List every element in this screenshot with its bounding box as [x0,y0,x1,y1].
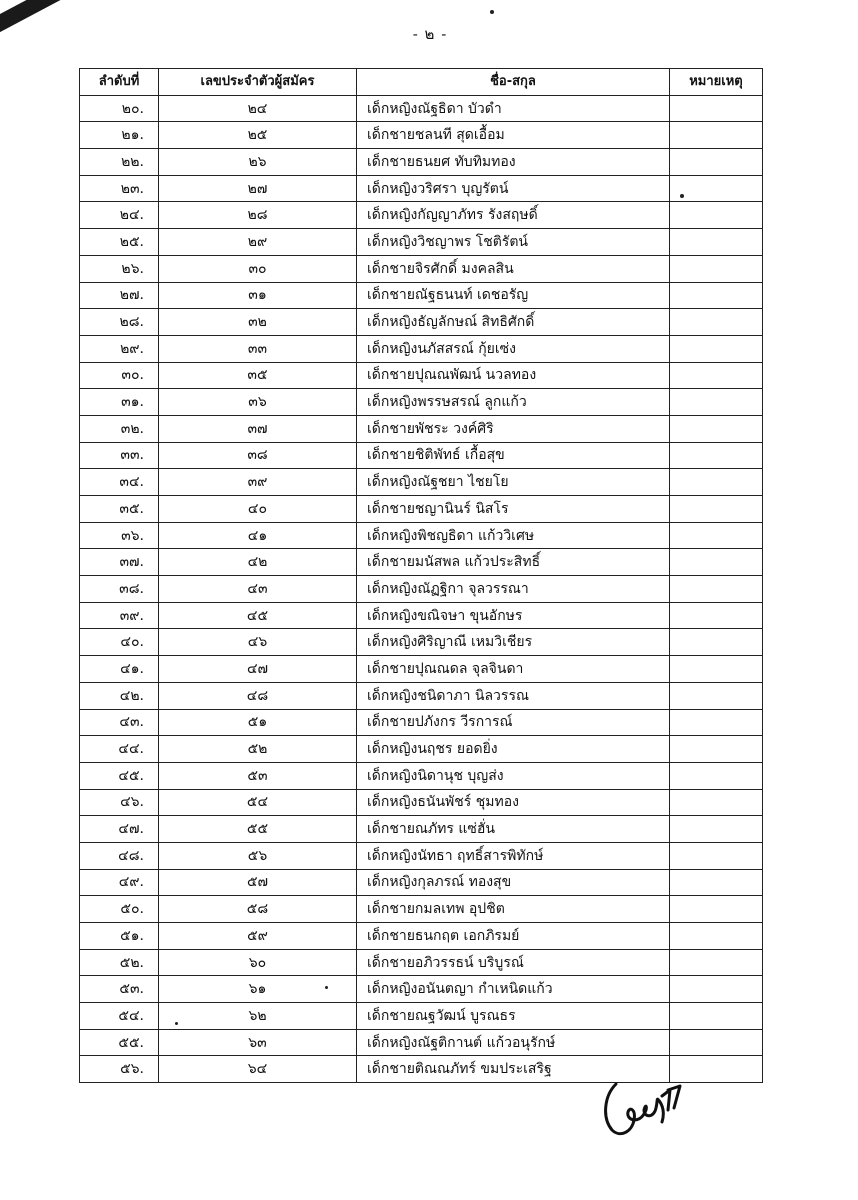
table-row [80,335,763,362]
applicant-name: เด็กชายกมลเทพ อุปชิต [357,896,670,923]
applicant-id: ๕๓ [159,762,357,789]
remark [670,549,763,576]
applicant-name: เด็กหญิงวริศรา บุญรัตน์ [357,175,670,202]
applicant-name: เด็กหญิงธนันพัชร์ ชุมทอง [357,789,670,816]
applicant-id: ๒๗ [159,175,357,202]
row-number: ๓๑. [80,389,159,416]
row-number: ๔๑. [80,656,159,683]
applicant-id: ๓๑ [159,282,357,309]
remark [670,415,763,442]
applicant-name: เด็กชายติณณภัทร์ ขมประเสริฐ [357,1056,670,1083]
row-number: ๕๔. [80,1003,159,1030]
applicant-name: เด็กหญิงวิชญาพร โชติรัตน์ [357,229,670,256]
applicant-id: ๓๖ [159,389,357,416]
remark [670,175,763,202]
table-row [80,229,763,256]
applicant-id: ๔๖ [159,629,357,656]
table-row [80,629,763,656]
remark [670,255,763,282]
table-row [80,602,763,629]
table-row [80,496,763,523]
remark [670,202,763,229]
applicant-id: ๖๓ [159,1029,357,1056]
table-row [80,1029,763,1056]
table-row [80,175,763,202]
applicant-id: ๒๘ [159,202,357,229]
table-row [80,976,763,1003]
remark [670,576,763,603]
remark [670,682,763,709]
row-number: ๔๐. [80,629,159,656]
signature [598,1072,688,1142]
row-number: ๒๔. [80,202,159,229]
applicant-id: ๖๔ [159,1056,357,1083]
row-number: ๔๔. [80,736,159,763]
row-number: ๕๒. [80,949,159,976]
table-row [80,522,763,549]
remark [670,335,763,362]
applicant-name: เด็กหญิงขณิจษา ขุนอักษร [357,602,670,629]
table-row [80,816,763,843]
table-row [80,923,763,950]
remark [670,522,763,549]
page-number: - ๒ - [412,25,448,43]
table-row [80,1003,763,1030]
applicant-id: ๔๓ [159,576,357,603]
remark [670,362,763,389]
remark [670,442,763,469]
table-row [80,95,763,122]
row-number: ๕๓. [80,976,159,1003]
column-header-applicant-id: เลขประจำตัวผู้สมัคร [159,69,357,96]
applicant-id: ๖๒ [159,1003,357,1030]
table-row [80,415,763,442]
applicant-name: เด็กหญิงนภัสสรณ์ กุ้ยเซ่ง [357,335,670,362]
row-number: ๓๖. [80,522,159,549]
remark [670,842,763,869]
remark [670,736,763,763]
applicant-name: เด็กชายจิรศักดิ์ มงคลสิน [357,255,670,282]
table-row [80,362,763,389]
applicant-name: เด็กชายชญานินร์ นิสโร [357,496,670,523]
row-number: ๕๕. [80,1029,159,1056]
table-row [80,202,763,229]
applicant-id: ๕๘ [159,896,357,923]
row-number: ๔๗. [80,816,159,843]
remark [670,229,763,256]
table-row [80,896,763,923]
remark [670,789,763,816]
applicant-name: เด็กชายธนยศ ทับทิมทอง [357,149,670,176]
scan-dot [490,10,494,14]
table-header-row [80,69,763,96]
applicant-id: ๔๑ [159,522,357,549]
row-number: ๓๘. [80,576,159,603]
remark [670,976,763,1003]
remark [670,709,763,736]
applicant-id: ๕๒ [159,736,357,763]
applicant-name: เด็กชายชลนที สุดเอื้อม [357,122,670,149]
row-number: ๔๒. [80,682,159,709]
remark [670,602,763,629]
remark [670,816,763,843]
applicant-name: เด็กชายณัฐธนนท์ เดชอรัญ [357,282,670,309]
applicant-name: เด็กชายณฐวัฒน์ บูรณธร [357,1003,670,1030]
applicant-name: เด็กหญิงนัทธา ฤทธิ์สารพิทักษ์ [357,842,670,869]
applicant-id: ๓๙ [159,469,357,496]
table-row [80,789,763,816]
applicant-id: ๕๙ [159,923,357,950]
row-number: ๒๐. [80,95,159,122]
applicant-name: เด็กหญิงนิดานุช บุญส่ง [357,762,670,789]
table-row [80,949,763,976]
table-row [80,469,763,496]
applicant-id: ๔๐ [159,496,357,523]
row-number: ๕๖. [80,1056,159,1083]
row-number: ๓๗. [80,549,159,576]
column-header-no: ลำดับที่ [80,69,159,96]
row-number: ๒๘. [80,309,159,336]
applicant-name: เด็กชายณภัทร แซ่ฮั่น [357,816,670,843]
table-row [80,389,763,416]
row-number: ๒๖. [80,255,159,282]
remark [670,389,763,416]
applicant-id: ๓๘ [159,442,357,469]
row-number: ๔๓. [80,709,159,736]
remark [670,122,763,149]
applicant-id: ๖๑ [159,976,357,1003]
table-row [80,122,763,149]
row-number: ๔๕. [80,762,159,789]
applicant-id: ๓๒ [159,309,357,336]
remark [670,469,763,496]
row-number: ๓๔. [80,469,159,496]
row-number: ๓๙. [80,602,159,629]
column-header-name: ชื่อ-สกุล [357,69,670,96]
table-row [80,576,763,603]
applicant-name: เด็กหญิงณัฏฐิกา จุลวรรณา [357,576,670,603]
applicant-id: ๔๕ [159,602,357,629]
applicant-name: เด็กหญิงศิริญาณี เหมวิเชียร [357,629,670,656]
applicant-name: เด็กหญิงชนิดาภา นิลวรรณ [357,682,670,709]
row-number: ๔๖. [80,789,159,816]
row-number: ๕๑. [80,923,159,950]
remark [670,949,763,976]
table-row [80,309,763,336]
applicant-name: เด็กหญิงณัฐธิดา บัวดำ [357,95,670,122]
applicant-id: ๓๗ [159,415,357,442]
row-number: ๒๑. [80,122,159,149]
applicant-id: ๕๔ [159,789,357,816]
table-row [80,149,763,176]
applicant-id: ๓๐ [159,255,357,282]
row-number: ๓๐. [80,362,159,389]
row-number: ๕๐. [80,896,159,923]
remark [670,282,763,309]
remark [670,629,763,656]
remark [670,1003,763,1030]
applicant-id: ๕๗ [159,869,357,896]
applicant-name: เด็กหญิงณัฐชยา ไชยโย [357,469,670,496]
applicant-name: เด็กหญิงธัญลักษณ์ สิทธิศักดิ์ [357,309,670,336]
table-row [80,656,763,683]
applicant-id: ๓๓ [159,335,357,362]
table-row [80,549,763,576]
applicant-name: เด็กชายมนัสพล แก้วประสิทธิ์ [357,549,670,576]
applicant-name: เด็กชายปุณณพัฒน์ นวลทอง [357,362,670,389]
table-row [80,869,763,896]
applicant-id: ๒๕ [159,122,357,149]
applicant-name: เด็กชายปุณณดล จุลจินดา [357,656,670,683]
applicant-name: เด็กหญิงกุลภรณ์ ทองสุข [357,869,670,896]
applicant-id: ๕๖ [159,842,357,869]
remark [670,869,763,896]
remark [670,95,763,122]
applicant-id: ๔๒ [159,549,357,576]
applicant-id: ๒๔ [159,95,357,122]
applicant-table [79,68,763,1083]
scan-corner-mark [0,0,163,44]
table-row [80,682,763,709]
remark [670,149,763,176]
table-row [80,709,763,736]
row-number: ๒๓. [80,175,159,202]
table-row [80,282,763,309]
remark [670,656,763,683]
row-number: ๔๘. [80,842,159,869]
applicant-id: ๓๕ [159,362,357,389]
applicant-name: เด็กหญิงนฤชร ยอดยิ่ง [357,736,670,763]
table-row [80,762,763,789]
row-number: ๓๕. [80,496,159,523]
remark [670,762,763,789]
applicant-id: ๒๙ [159,229,357,256]
applicant-id: ๔๗ [159,656,357,683]
applicant-name: เด็กชายธนกฤต เอกภิรมย์ [357,923,670,950]
applicant-id: ๔๘ [159,682,357,709]
column-header-remark: หมายเหตุ [670,69,763,96]
table-row [80,736,763,763]
row-number: ๒๗. [80,282,159,309]
applicant-name: เด็กหญิงณัฐติกานต์ แก้วอนุรักษ์ [357,1029,670,1056]
applicant-name: เด็กชายพัชระ วงค์ศิริ [357,415,670,442]
applicant-name: เด็กชายชิติพัทธ์ เกื้อสุข [357,442,670,469]
row-number: ๓๓. [80,442,159,469]
applicant-name: เด็กหญิงกัญญาภัทร รังสฤษดิ์ [357,202,670,229]
applicant-id: ๖๐ [159,949,357,976]
applicant-id: ๒๖ [159,149,357,176]
remark [670,496,763,523]
table-row [80,255,763,282]
row-number: ๒๒. [80,149,159,176]
applicant-name: เด็กหญิงพรรษสรณ์ ลูกแก้ว [357,389,670,416]
remark [670,1029,763,1056]
applicant-id: ๕๑ [159,709,357,736]
applicant-name: เด็กชายปภังกร วีรการณ์ [357,709,670,736]
remark [670,309,763,336]
remark [670,923,763,950]
row-number: ๒๕. [80,229,159,256]
applicant-table-body [80,95,763,1082]
applicant-name: เด็กหญิงพิชญธิดา แก้ววิเศษ [357,522,670,549]
row-number: ๓๒. [80,415,159,442]
row-number: ๔๙. [80,869,159,896]
applicant-name: เด็กหญิงอนันตญา กำเหนิดแก้ว [357,976,670,1003]
applicant-name: เด็กชายอภิวรรธน์ บริบูรณ์ [357,949,670,976]
table-row [80,842,763,869]
table-row [80,442,763,469]
row-number: ๒๙. [80,335,159,362]
remark [670,896,763,923]
applicant-id: ๕๕ [159,816,357,843]
